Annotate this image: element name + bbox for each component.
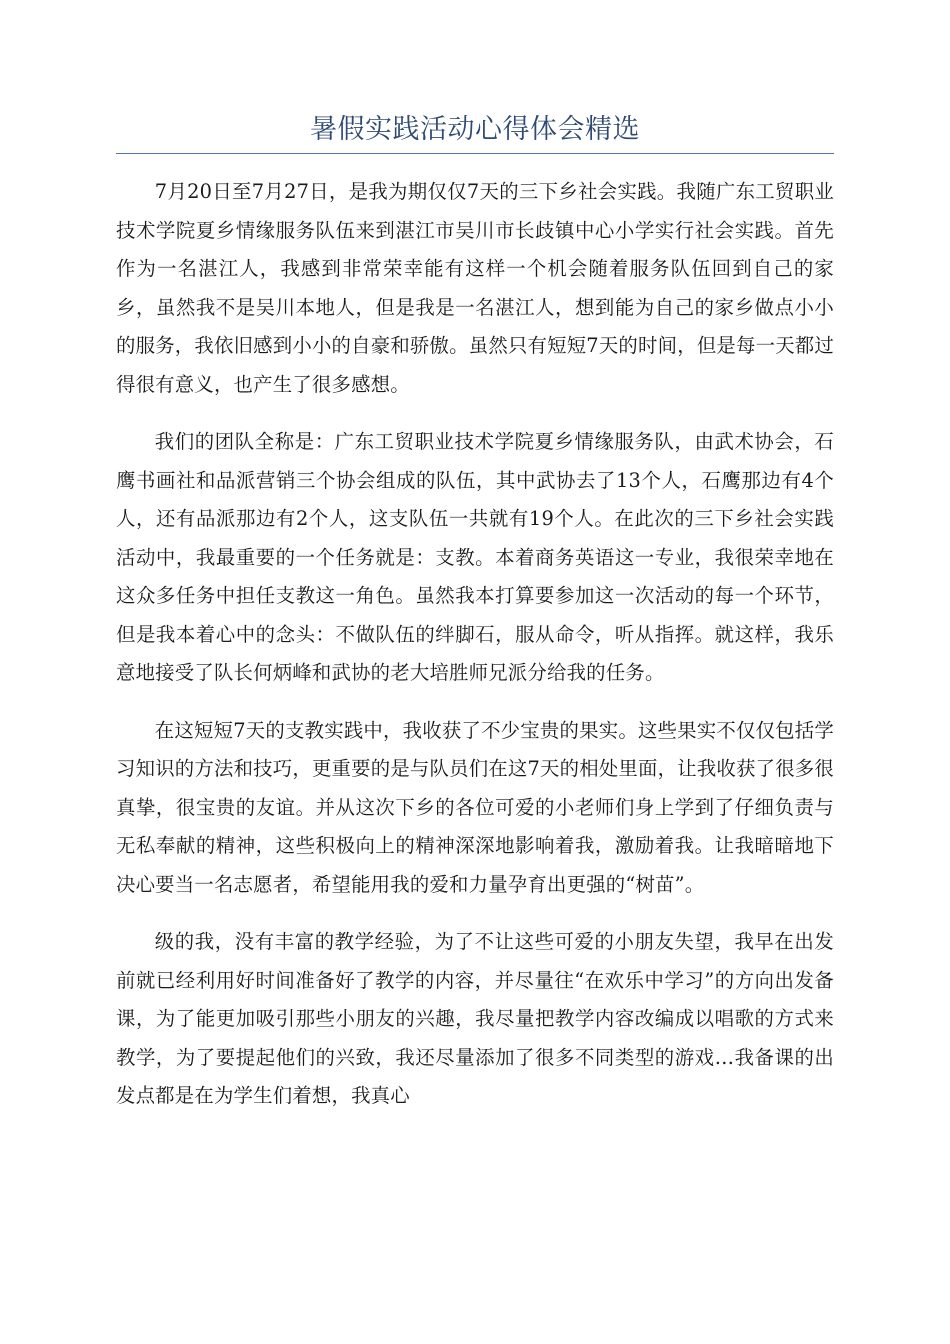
paragraph-3: 在这短短7天的支教实践中，我收获了不少宝贵的果实。这些果实不仅仅包括学习知识的方法和技巧，更重要的是与队员们在这7天的相处里面，让我收获了很多很真挚，很宝贵的友谊。并从这次下乡的各位可爱的小老师们身上学到了仔细负责与无私奉献的精神，这些积极向上的精神深深地影响着我，激励着我。让我暗暗地下决心要当一名志愿者，希望能用我的爱和力量孕育出更强的“树苗”。 [116, 718, 834, 896]
title-underline [116, 153, 834, 154]
page-title: 暑假实践活动心得体会精选 [310, 114, 640, 145]
paragraph-1: 7月20日至7月27日，是我为期仅仅7天的三下乡社会实践。我随广东工贸职业技术学院夏乡情缘服务队伍来到湛江市吴川市长歧镇中心小学实行社会实践。首先作为一名湛江人，我感到非常荣幸能有这样一个机会随着服务队伍回到自己的家乡，虽然我不是吴川本地人，但是我是一名湛江人，想到能为自己的家乡做点小小的服务，我依旧感到小小的自豪和骄傲。虽然只有短短7天的时间，但是每一天都过得很有意义，也产生了很多感想。 [116, 180, 834, 396]
paragraph-2: 我们的团队全称是：广东工贸职业技术学院夏乡情缘服务队，由武术协会，石鹰书画社和品派营销三个协会组成的队伍，其中武协去了13个人，石鹰那边有4个人，还有品派那边有2个人，这支队伍一共就有19个人。在此次的三下乡社会实践活动中，我最重要的一个任务就是：支教。本着商务英语这一专业，我很荣幸地在这众多任务中担任支教这一角色。虽然我本打算要参加这一次活动的每一个环节，但是我本着心中的念头：不做队伍的绊脚石，服从命令，听从指挥。就这样，我乐意地接受了队长何炳峰和武协的老大培胜师兄派分给我的任务。 [116, 430, 834, 684]
document-body [116, 173, 834, 1135]
paragraph-4: 级的我，没有丰富的教学经验，为了不让这些可爱的小朋友失望，我早在出发前就已经利用好时间准备好了教学的内容，并尽量往“在欢乐中学习”的方向出发备课，为了能更加吸引那些小朋友的兴趣，我尽量把教学内容改编成以唱歌的方式来教学，为了要提起他们的兴致，我还尽量添加了很多不同类型的游戏…我备课的出发点都是在为学生们着想，我真心 [116, 930, 834, 1107]
